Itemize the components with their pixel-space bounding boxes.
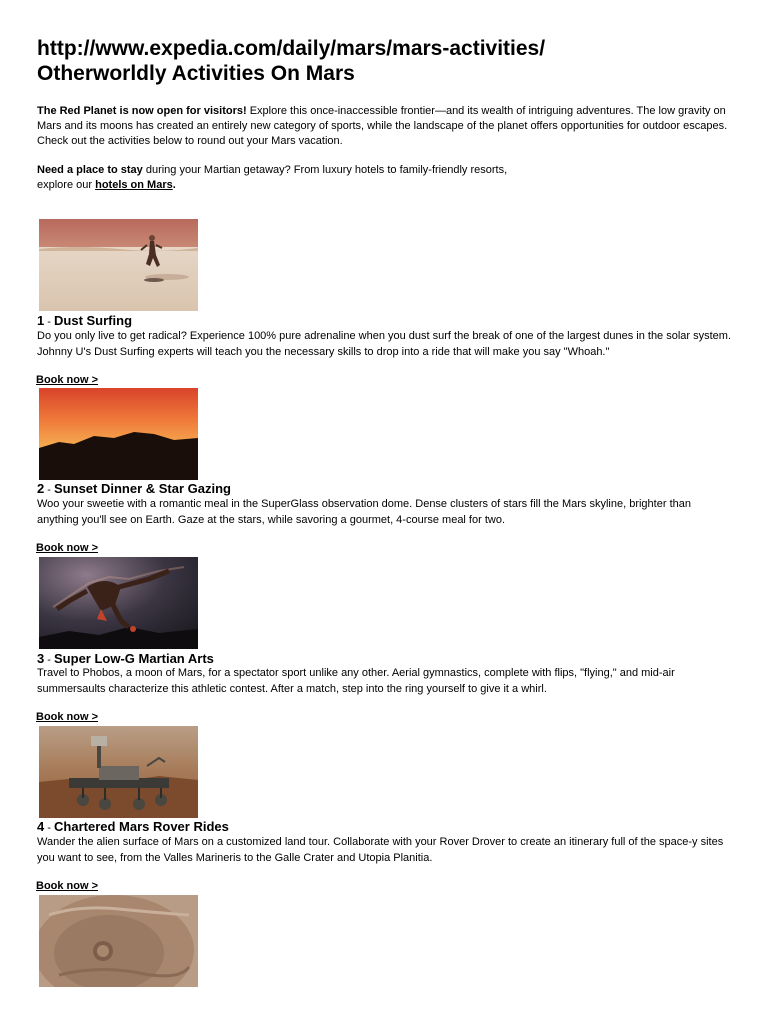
- dust-surfer-photo: [39, 219, 198, 311]
- title-heading: Otherworldly Activities On Mars: [37, 62, 355, 85]
- activity-1-name: Dust Surfing: [54, 313, 133, 328]
- activity-2-description: Woo your sweetie with a romantic meal in the SuperGlass observation dome. Dense clusters of stars fill the Mars skyline, brighter than anything you'll see on Earth. Gaze at the stars, while savoring a gourmet, 4-course meal for two.: [37, 498, 691, 526]
- mars-rover-photo: [39, 726, 198, 818]
- page-title: [37, 36, 757, 86]
- intro-paragraph: [37, 104, 737, 149]
- book-now-link-3[interactable]: Book now >: [36, 711, 99, 723]
- activity-2-name: Sunset Dinner & Star Gazing: [54, 481, 231, 496]
- book-now-link-4[interactable]: Book now >: [36, 880, 99, 892]
- hotels-text-1: during your Martian getaway? From luxury hotels to family-friendly resorts,: [142, 164, 508, 176]
- hotels-text-2: explore our: [37, 179, 96, 191]
- sunset-mountains-photo: [39, 388, 198, 480]
- activity-1-sep: -: [44, 316, 55, 328]
- activity-2-number: 2: [37, 481, 45, 496]
- activity-4-name: Chartered Mars Rover Rides: [54, 819, 229, 834]
- hotels-paragraph: [37, 163, 737, 193]
- activity-3-name: Super Low-G Martian Arts: [54, 651, 214, 666]
- activity-4-number: 4: [37, 819, 45, 834]
- activity-3-sep: -: [44, 654, 55, 666]
- book-now-link-2[interactable]: Book now >: [36, 542, 99, 554]
- activity-3-number: 3: [37, 651, 45, 666]
- activity-2-sep: -: [44, 484, 55, 496]
- url-heading: http://www.expedia.com/daily/mars/mars-activities/: [37, 37, 546, 60]
- activity-4-description: Wander the alien surface of Mars on a customized land tour. Collaborate with your Rover Drover to create an itinerary full of the space-y sites you want to see, from the Valles Marineris to the Galle Crater and Utopia Planitia.: [37, 836, 724, 864]
- book-now-link-1[interactable]: Book now >: [36, 374, 99, 386]
- mars-crater-photo: [39, 895, 198, 987]
- flipping-athlete-photo: [39, 557, 198, 649]
- hotels-lead: Need a place to stay: [37, 164, 143, 176]
- intro-lead: The Red Planet is now open for visitors!: [37, 105, 247, 117]
- activity-1-description: Do you only live to get radical? Experience 100% pure adrenaline when you dust surf the break of one of the largest dunes in the solar system. Johnny U's Dust Surfing experts will teach you the necessary skills to drop into a ride that will make you say "Whoah.": [37, 330, 732, 358]
- hotels-link[interactable]: hotels on Mars: [95, 179, 173, 191]
- hotels-period: .: [172, 179, 176, 191]
- activity-3-description: Travel to Phobos, a moon of Mars, for a spectator sport unlike any other. Aerial gymnastics, complete with flips, "flying," and mid-air summersaults characterize this athletic contest. After a match, step into the ring yourself to give it a whirl.: [37, 667, 675, 695]
- activity-1-number: 1: [37, 313, 45, 328]
- intro-text: Explore this once-inaccessible frontier—and its wealth of intriguing adventures. The low gravity on Mars and its moons has created an entirely new category of sports, while the landscape of the planet offers opportunities for outdoor escapes. Check out the activities below to round out your Mars vacation.: [37, 105, 728, 147]
- activity-4-sep: -: [44, 822, 55, 834]
